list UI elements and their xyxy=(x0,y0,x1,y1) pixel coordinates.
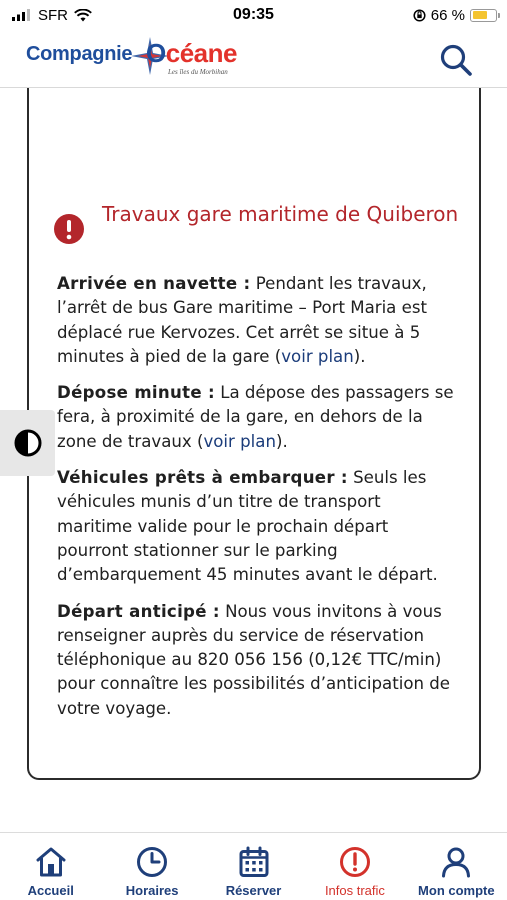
status-left xyxy=(12,7,92,24)
clock-icon xyxy=(135,845,169,879)
nav-item-mon-compte[interactable] xyxy=(406,833,507,900)
nav-label: Mon compte xyxy=(418,883,495,898)
alert-body xyxy=(57,272,457,733)
alert-circle-icon xyxy=(338,845,372,879)
compagnie-oceane-logo[interactable] xyxy=(26,38,246,82)
status-right xyxy=(413,7,497,24)
battery-icon xyxy=(470,9,497,22)
bottom-navigation xyxy=(0,832,507,900)
nav-item-horaires[interactable] xyxy=(101,833,202,900)
calendar-icon xyxy=(237,845,271,879)
nav-label: Horaires xyxy=(125,883,179,898)
paragraph-vehicles: Véhicules prêts à embarquer : Seuls les véhicules munis d’un titre de transport maritime valide pour le prochain départ pourront stationner sur le parking d’embarquement 45 minutes avant le départ. xyxy=(57,468,438,585)
app-header xyxy=(0,30,507,88)
logo-word-oceane: Océane xyxy=(146,38,237,68)
clock: 09:35 xyxy=(233,6,274,23)
logo-word-compagnie: Compagnie xyxy=(26,43,133,65)
nav-item-accueil[interactable] xyxy=(0,833,101,900)
voir-plan-link[interactable]: voir plan xyxy=(281,346,354,366)
wifi-icon xyxy=(74,9,92,22)
battery-percent: 66 % xyxy=(430,6,465,24)
contrast-toggle-button[interactable] xyxy=(0,410,55,476)
paragraph-drop-off: Dépose minute : La dépose des passagers se fera, à proximité de la gare, en dehors de la zone de travaux (voir plan). xyxy=(57,383,454,451)
nav-item-infos-trafic[interactable] xyxy=(304,833,405,900)
nav-label: Infos trafic xyxy=(324,883,385,898)
search-button[interactable] xyxy=(436,40,476,80)
search-icon xyxy=(439,43,473,77)
home-icon xyxy=(34,845,68,879)
nav-label: Réserver xyxy=(225,883,282,898)
exclamation-circle-icon xyxy=(53,213,85,245)
paragraph-early-departure: Départ anticipé : Nous vous invitons à vous renseigner auprès du service de réservation téléphonique au 820 056 156 (0,12€ TTC/min) pour connaître les possibilités d’anticipation de votre voyage. xyxy=(57,601,451,718)
nav-item-reserver[interactable] xyxy=(203,833,304,900)
orientation-lock-icon xyxy=(413,9,426,22)
voir-plan-link[interactable]: voir plan xyxy=(203,431,276,451)
status-bar xyxy=(0,0,507,30)
battery-level xyxy=(473,11,488,19)
user-icon xyxy=(439,845,473,879)
paragraph-shuttle: Arrivée en navette : Pendant les travaux, l’arrêt de bus Gare maritime – Port Maria est déplacé rue Kervozes. Cet arrêt se situe à 5 minutes à pied de la gare (voir plan). xyxy=(57,274,427,366)
nav-label: Accueil xyxy=(27,883,74,898)
contrast-icon xyxy=(13,428,43,458)
carrier-name: SFR xyxy=(38,6,68,24)
alert-title: Travaux gare maritime de Quiberon xyxy=(102,202,459,226)
logo-tagline: Les îles du Morbihan xyxy=(168,68,228,76)
signal-icon xyxy=(12,9,32,21)
